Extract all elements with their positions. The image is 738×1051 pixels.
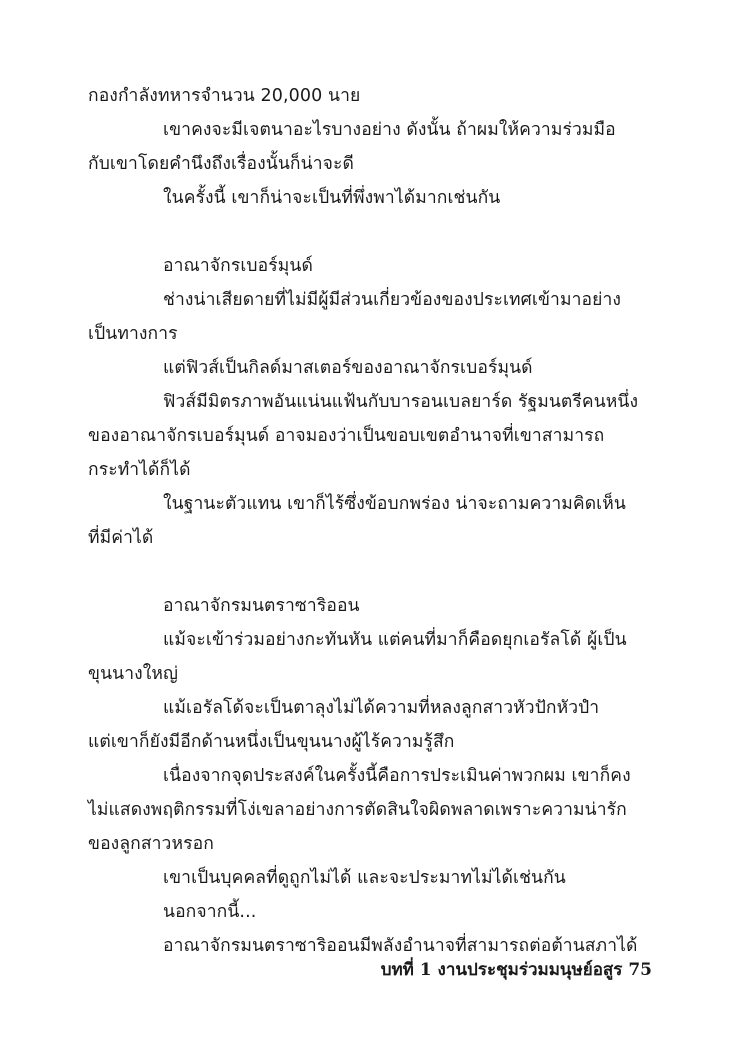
- text-line: เนื่องจากจุดประสงค์ในครั้งนี้คือการประเมินค่าพวกผม เขาก็คง: [163, 766, 631, 786]
- text-line: ช่างน่าเสียดายที่ไม่มีผู้มีส่วนเกี่ยวข้องของประเทศเข้ามาอย่าง: [163, 290, 622, 310]
- text-line: กระทำได้ก็ได้: [88, 460, 191, 480]
- text-line: ฟิวส์มีมิตรภาพอันแน่นแฟ้นกับบารอนเบลยาร์ด รัฐมนตรีคนหนึ่ง: [163, 392, 639, 412]
- text-line: ของอาณาจักรเบอร์มุนด์ อาจมองว่าเป็นขอบเขตอำนาจที่เขาสามารถ: [88, 426, 605, 446]
- text-line: เขาคงจะมีเจตนาอะไรบางอย่าง ดังนั้น ถ้าผมให้ความร่วมมือ: [163, 120, 616, 140]
- text-line: ในครั้งนี้ เขาก็น่าจะเป็นที่พึ่งพาได้มากเช่นกัน: [163, 188, 501, 208]
- text-line: ในฐานะตัวแทน เขาก็ไร้ซึ่งข้อบกพร่อง น่าจะถามความคิดเห็น: [163, 494, 626, 514]
- text-line: แต่ฟิวส์เป็นกิลด์มาสเตอร์ของอาณาจักรเบอร์มุนด์: [163, 358, 533, 378]
- text-line: ที่มีค่าได้: [88, 528, 154, 548]
- section-heading: อาณาจักรมนตราซาริออน: [163, 596, 360, 616]
- text-line: ไม่แสดงพฤติกรรมที่โง่เขลาอย่างการตัดสินใจผิดพลาดเพราะความน่ารัก: [88, 800, 627, 820]
- text-line: นอกจากนี้...: [163, 902, 257, 922]
- page-footer: บทที่ 1 งานประชุมร่วมมนุษย์อสูร 75: [380, 960, 652, 980]
- text-line: ของลูกสาวหรอก: [88, 834, 214, 854]
- text-line: แม้เอรัลโด้จะเป็นตาลุงไม่ได้ความที่หลงลูกสาวหัวปักหัวปำ: [163, 698, 600, 718]
- text-line: กองกำลังทหารจำนวน 20,000 นาย: [88, 86, 361, 106]
- text-line: เป็นทางการ: [88, 324, 178, 344]
- text-line: เขาเป็นบุคคลที่ดูถูกไม่ได้ และจะประมาทไม่ได้เช่นกัน: [163, 868, 566, 888]
- text-line: กับเขาโดยคำนึงถึงเรื่องนั้นก็น่าจะดี: [88, 154, 354, 174]
- text-line: แม้จะเข้าร่วมอย่างกะทันหัน แต่คนที่มาก็คือดยุกเอรัลโด้ ผู้เป็น: [163, 630, 627, 650]
- section-heading: อาณาจักรเบอร์มุนด์: [163, 256, 313, 276]
- text-line: แต่เขาก็ยังมีอีกด้านหนึ่งเป็นขุนนางผู้ไร้ความรู้สึก: [88, 732, 455, 752]
- text-line: ขุนนางใหญ่: [88, 664, 179, 684]
- text-line: อาณาจักรมนตราซาริออนมีพลังอำนาจที่สามารถต่อต้านสภาได้: [163, 936, 638, 956]
